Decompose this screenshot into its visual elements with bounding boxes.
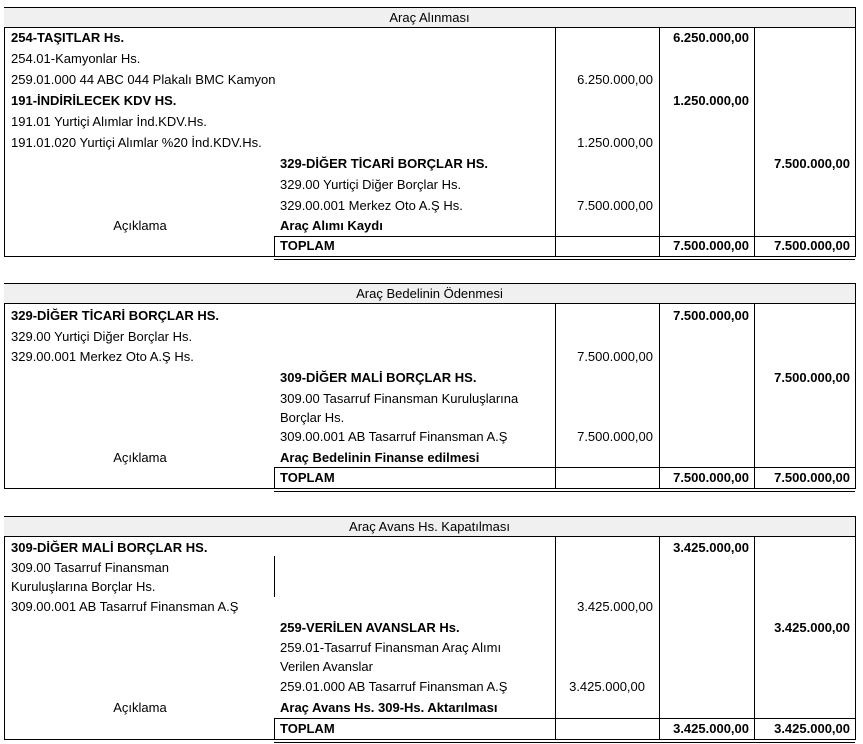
section-title: Araç Alınması [4, 8, 855, 27]
section-title: Araç Bedelinin Ödenmesi [4, 284, 855, 303]
sub-account: 259.01-Tasarruf Finansman Araç Alımı Verilen Avanslar [280, 640, 502, 674]
credit-total: 3.425.000,00 [774, 620, 850, 635]
debit-total: 7.500.000,00 [673, 308, 749, 323]
detail-amount: 1.250.000,00 [577, 135, 653, 150]
account-credit: 309-DİĞER MALİ BORÇLAR HS. [280, 370, 477, 385]
detail-account: 309.00.001 AB Tasarruf Finansman A.Ş [11, 599, 239, 614]
account-debit: 309-DİĞER MALİ BORÇLAR HS. [11, 540, 208, 555]
section-title: Araç Avans Hs. Kapatılması [4, 517, 855, 536]
detail-account: 191.01.020 Yurtiçi Alımlar %20 İnd.KDV.Hs. [11, 135, 262, 150]
detail-amount: 6.250.000,00 [577, 72, 653, 87]
detail-amount: 3.425.000,00 [577, 599, 653, 614]
toplam-credit: 7.500.000,00 [774, 238, 850, 253]
sub-account: 309.00 Tasarruf Finansman Kuruluşlarına Borçlar Hs. [280, 391, 519, 425]
detail-amount: 3.425.000,00 [569, 679, 645, 694]
aciklama-text: Araç Avans Hs. 309-Hs. Aktarılması [280, 700, 498, 715]
aciklama-text: Araç Bedelinin Finanse edilmesi [280, 450, 480, 465]
account-debit: 191-İNDİRİLECEK KDV HS. [11, 93, 177, 108]
sub-account: 309.00 Tasarruf Finansman Kuruluşlarına Borçlar Hs. [11, 560, 170, 594]
detail-account: 329.00.001 Merkez Oto A.Ş Hs. [11, 349, 194, 364]
account-credit: 259-VERİLEN AVANSLAR Hs. [280, 620, 460, 635]
debit-total: 6.250.000,00 [673, 30, 749, 45]
sub-account: 254.01-Kamyonlar Hs. [11, 51, 141, 66]
aciklama-label: Açıklama [113, 450, 167, 465]
detail-account: 259.01.000 44 ABC 044 Plakalı BMC Kamyon [11, 72, 276, 87]
toplam-credit: 7.500.000,00 [774, 470, 850, 485]
credit-total: 7.500.000,00 [774, 156, 850, 171]
aciklama-label: Açıklama [113, 218, 167, 233]
sub-account: 329.00 Yurtiçi Diğer Borçlar Hs. [11, 329, 193, 344]
toplam-label: TOPLAM [280, 238, 335, 253]
toplam-debit: 3.425.000,00 [673, 721, 749, 736]
aciklama-label: Açıklama [113, 700, 167, 715]
toplam-debit: 7.500.000,00 [673, 238, 749, 253]
debit-total: 3.425.000,00 [673, 540, 749, 555]
detail-account: 309.00.001 AB Tasarruf Finansman A.Ş [280, 429, 508, 444]
toplam-credit: 3.425.000,00 [774, 721, 850, 736]
account-debit: 329-DİĞER TİCARİ BORÇLAR HS. [11, 308, 220, 323]
aciklama-text: Araç Alımı Kaydı [280, 218, 383, 233]
credit-total: 7.500.000,00 [774, 370, 850, 385]
detail-account: 259.01.000 AB Tasarruf Finansman A.Ş [280, 679, 508, 694]
detail-amount: 7.500.000,00 [577, 198, 653, 213]
toplam-debit: 7.500.000,00 [673, 470, 749, 485]
sub-account: 329.00 Yurtiçi Diğer Borçlar Hs. [280, 177, 462, 192]
account-debit: 254-TAŞITLAR Hs. [11, 30, 125, 45]
sub-account: 191.01 Yurtiçi Alımlar İnd.KDV.Hs. [11, 114, 207, 129]
detail-amount: 7.500.000,00 [577, 429, 653, 444]
detail-amount: 7.500.000,00 [577, 349, 653, 364]
detail-account: 329.00.001 Merkez Oto A.Ş Hs. [280, 198, 463, 213]
toplam-label: TOPLAM [280, 721, 335, 736]
account-credit: 329-DİĞER TİCARİ BORÇLAR HS. [280, 156, 489, 171]
toplam-label: TOPLAM [280, 470, 335, 485]
debit-total: 1.250.000,00 [673, 93, 749, 108]
